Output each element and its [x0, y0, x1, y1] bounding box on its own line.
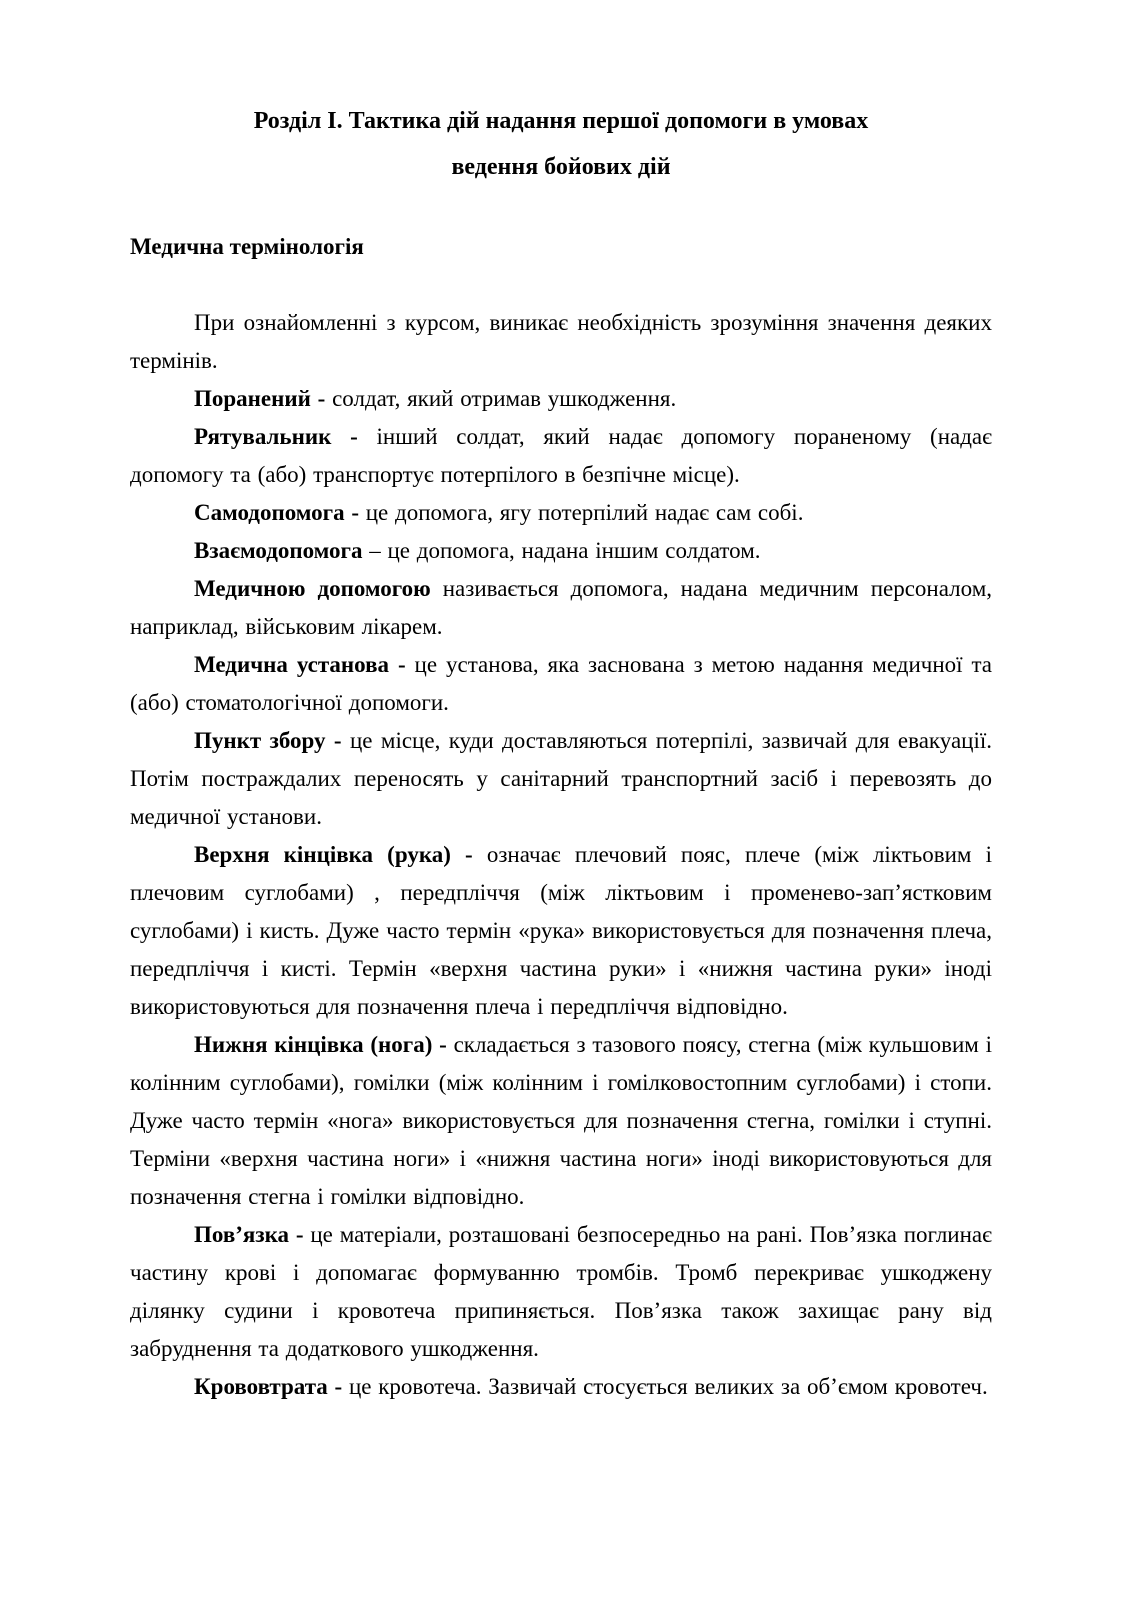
term-label: Медична установа - — [194, 652, 406, 677]
term-definition: називається допомога, надана медичним персоналом, наприклад, військовим лікарем. — [130, 576, 992, 639]
term-definition: інший солдат, який надає допомогу пораненому (надає допомогу та (або) транспортує потерпілого в безпічне місце). — [130, 424, 993, 487]
term-label: Крововтрата - — [194, 1374, 343, 1399]
paragraph — [130, 494, 992, 532]
term-definition: складається з тазового поясу, стегна (між кульшовим і колінним суглобами), гомілки (між колінним і гомілковостопним суглобами) і стопи. Дуже часто термін «нога» використовується для позначення стегна, гомілки і ступні. Терміни «верхня частина ноги» і «нижня частина ноги» іноді використовуються для позначення стегна і гомілки відповідно. — [130, 1032, 992, 1209]
term-definition: це допомога, ягу потерпілий надає сам собі. — [358, 500, 804, 525]
paragraph — [130, 1026, 992, 1216]
term-label: Нижня кінцівка (нога) - — [194, 1032, 447, 1057]
document-title — [130, 98, 992, 190]
term-definition: солдат, який отримав ушкодження. — [325, 386, 677, 411]
term-label: Пов’язка - — [194, 1222, 304, 1247]
section-heading: Медична термінологія — [130, 234, 364, 259]
term-label: Пункт збору - — [194, 728, 342, 753]
term-definition: це місце, куди доставляються потерпілі, зазвичай для евакуації. Потім постраждалих переносять у санітарний транспортний засіб і перевозять до медичної установи. — [130, 728, 992, 829]
term-definition: – це допомога, надана іншим солдатом. — [362, 538, 761, 563]
paragraphs-container — [130, 304, 992, 1406]
paragraph — [130, 646, 992, 722]
paragraph — [130, 532, 992, 570]
term-label: Рятувальник - — [194, 424, 358, 449]
term-label: Взаємодопомога — [194, 538, 363, 563]
paragraph — [130, 722, 992, 836]
paragraph — [130, 1368, 992, 1406]
term-definition: означає плечовий пояс, плече (між ліктьовим і плечовим суглобами) , передпліччя (між ліктьовим і променево-зап’ястковим суглобами) і кисть. Дуже часто термін «рука» використовується для позначення плеча, передпліччя і кисті. Термін «верхня частина руки» і «нижня частина руки» іноді використовуються для позначення плеча і передпліччя відповідно. — [130, 842, 992, 1019]
document-title-line2: ведення бойових дій — [451, 154, 671, 180]
term-definition: це установа, яка заснована з метою надання медичної та (або) стоматологічної допомоги. — [130, 652, 992, 715]
paragraph — [130, 304, 992, 380]
paragraph — [130, 570, 992, 646]
term-definition: це кровотеча. Зазвичай стосується великих за об’ємом кровотеч. — [342, 1374, 988, 1399]
paragraph — [130, 380, 992, 418]
term-label: Верхня кінцівка (рука) - — [194, 842, 473, 867]
paragraph — [130, 418, 992, 494]
term-definition: це матеріали, розташовані безпосередньо на рані. Пов’язка поглинає частину крові і допомагає формуванню тромбів. Тромб перекриває ушкоджену ділянку судини і кровотеча припиняється. Пов’язка також захищає рану від забруднення та додаткового ушкодження. — [130, 1222, 992, 1361]
paragraph — [130, 836, 992, 1026]
document-title-line1: Розділ І. Тактика дій надання першої допомоги в умовах — [253, 108, 869, 134]
paragraph — [130, 1216, 992, 1368]
term-label: Самодопомога - — [194, 500, 359, 525]
term-label: Медичною допомогою — [194, 576, 431, 601]
term-definition: При ознайомленні з курсом, виникає необхідність зрозуміння значення деяких термінів. — [130, 310, 992, 373]
term-label: Поранений - — [194, 386, 326, 411]
